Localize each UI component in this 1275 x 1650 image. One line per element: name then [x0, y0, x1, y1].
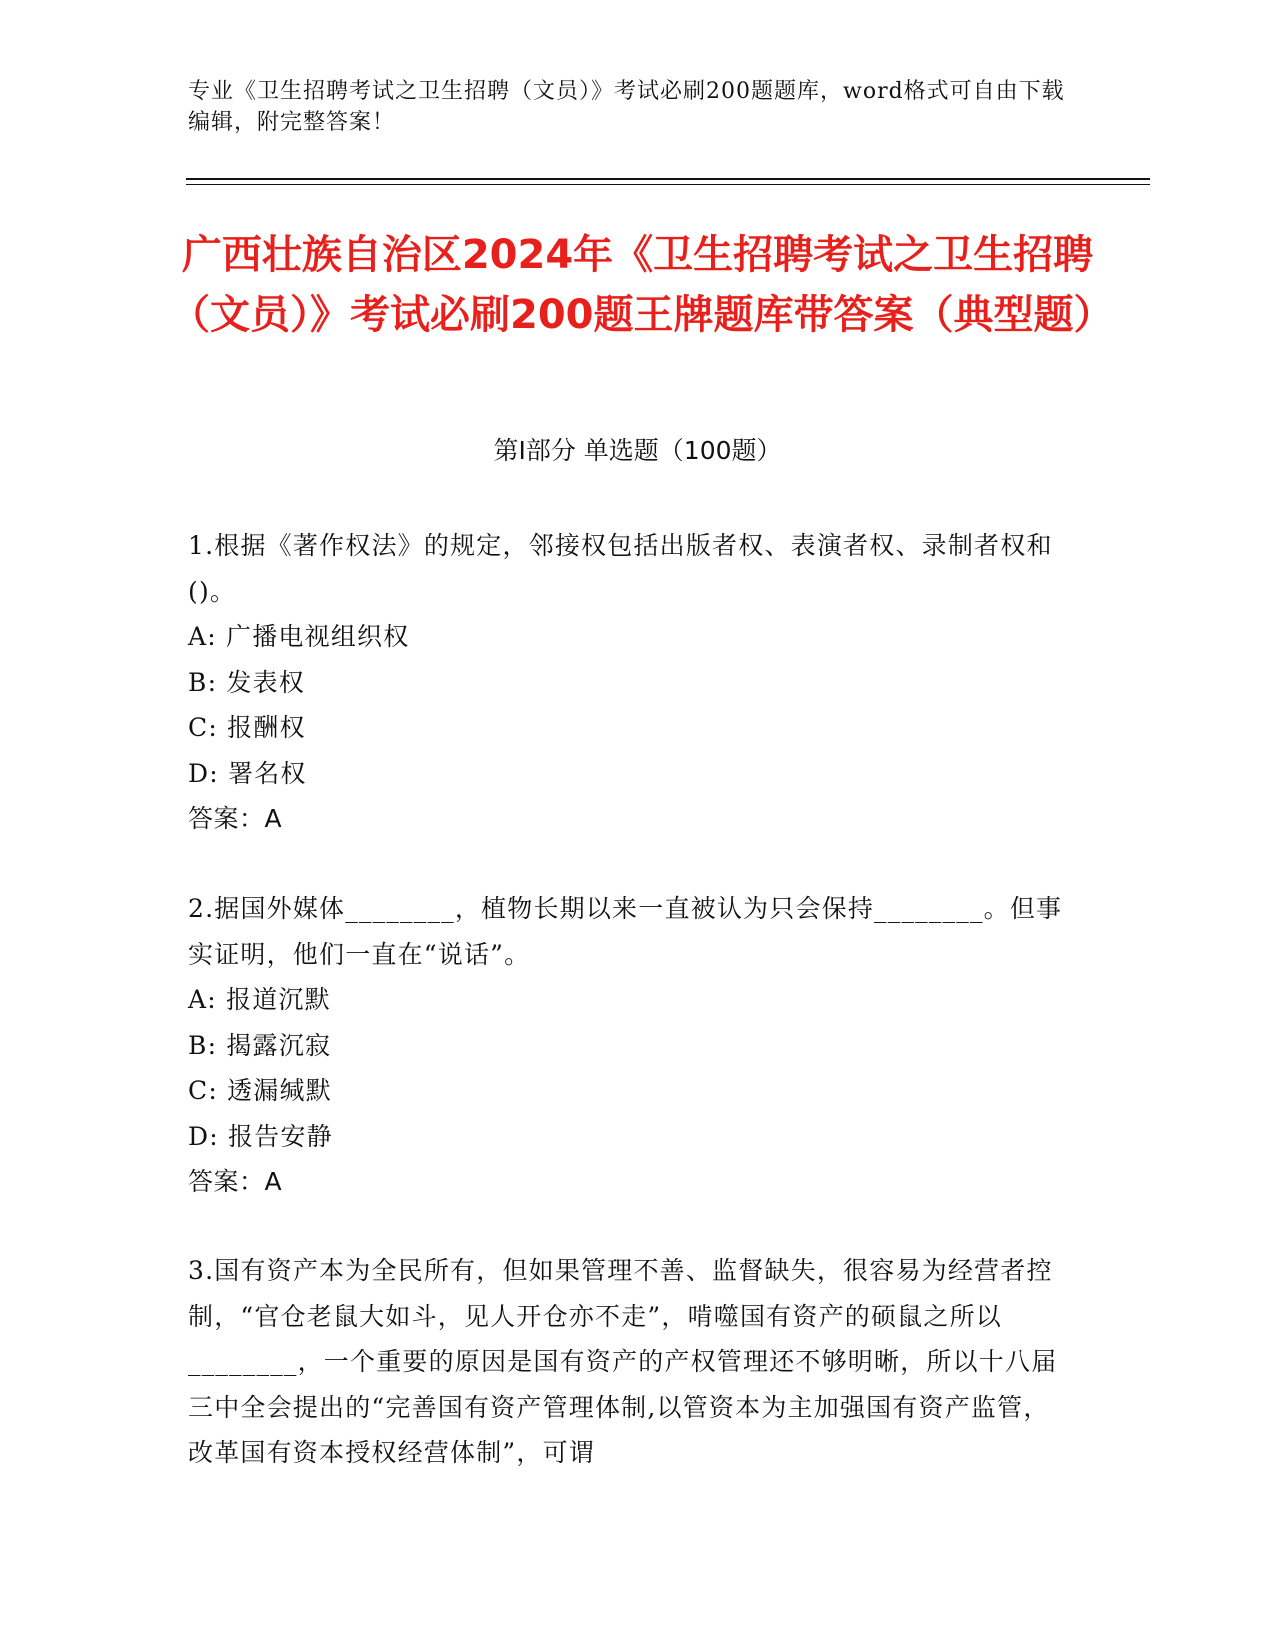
document-title: 广西壮族自治区2024年《卫生招聘考试之卫生招聘（文员）》考试必刷200题王牌题库带答案（典型题）	[170, 232, 1114, 338]
question-3	[188, 1248, 1068, 1476]
header-divider-thin	[186, 184, 1150, 185]
option-d: D: 报告安静	[188, 1121, 333, 1151]
question-text: 3.国有资产本为全民所有，但如果管理不善、监督缺失，很容易为经营者控制，“官仓老鼠大如斗，见人开仓亦不走”，啃噬国有资产的硕鼠之所以________，一个重要的原因是国有资产的产权管理还不够明晰，所以十八届三中全会提出的“完善国有资产管理体制,以管资本为主加强国有资产监管，改革国有资本授权经营体制”，可谓	[188, 1256, 1058, 1467]
option-b: B: 发表权	[188, 667, 305, 697]
question-text: 1.根据《著作权法》的规定，邻接权包括出版者权、表演者权、录制者权和()。	[188, 531, 1053, 606]
option-a: A: 广播电视组织权	[188, 622, 410, 651]
header-divider-thick	[186, 178, 1150, 180]
section-title: 第Ⅰ部分 单选题（100题）	[493, 436, 782, 465]
question-2	[188, 886, 1068, 1205]
header-note: 专业《卫生招聘考试之卫生招聘（文员）》考试必刷200题题库，word格式可自由下载编辑，附完整答案！	[188, 79, 1065, 135]
option-d: D: 署名权	[188, 758, 307, 788]
option-c: C: 透漏缄默	[188, 1076, 332, 1105]
option-b: B: 揭露沉寂	[188, 1030, 332, 1060]
option-c: C: 报酬权	[188, 713, 306, 742]
question-1	[188, 523, 1068, 842]
option-a: A: 报道沉默	[188, 985, 331, 1014]
answer: 答案：A	[188, 1167, 283, 1196]
answer: 答案：A	[188, 804, 283, 833]
question-text: 2.据国外媒体________，植物长期以来一直被认为只会保持________。但事实证明，他们一直在“说话”。	[188, 894, 1063, 969]
